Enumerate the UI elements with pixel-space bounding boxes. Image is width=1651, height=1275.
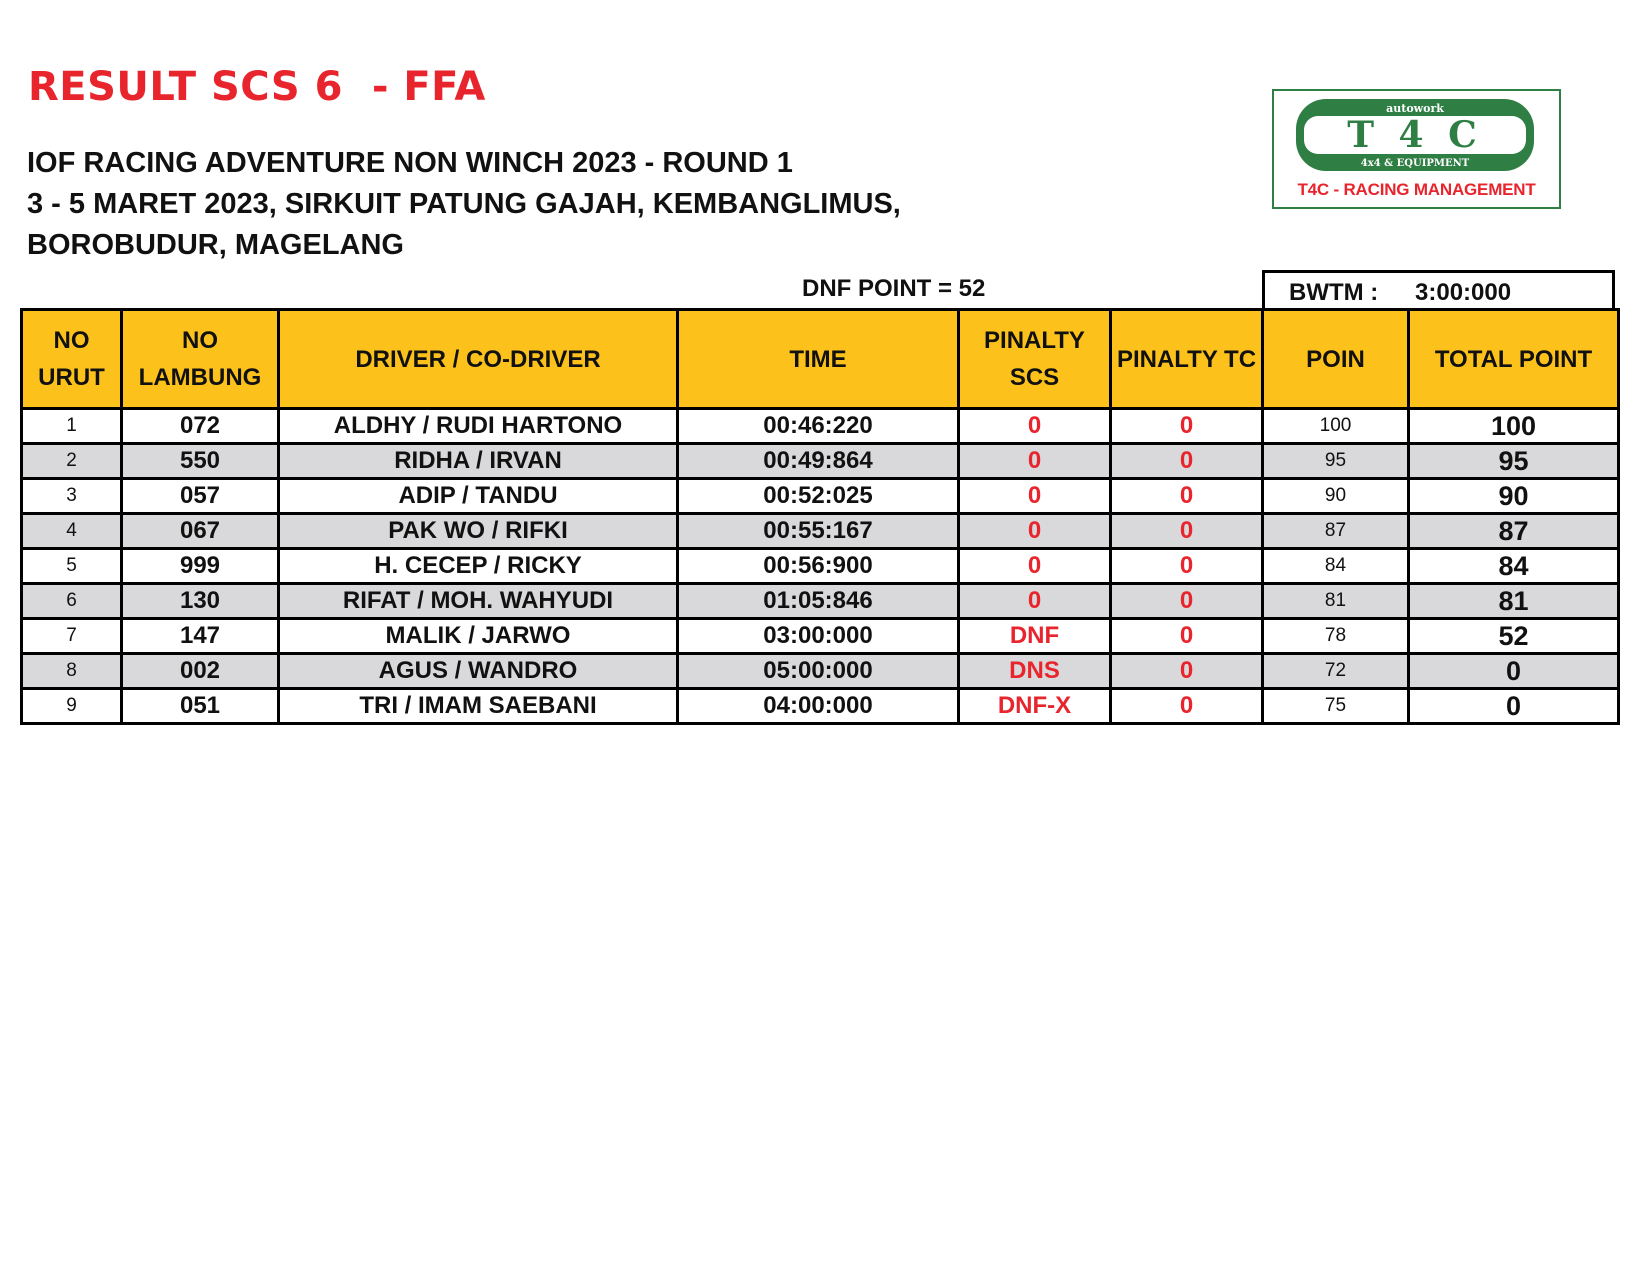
bwtm-label: BWTM : — [1289, 279, 1379, 306]
cell-poin: 75 — [1263, 689, 1409, 724]
table-row — [22, 584, 1619, 619]
cell-no-lambung: 130 — [122, 584, 279, 619]
logo-bottom-text: 4x4 & EQUIPMENT — [1360, 158, 1470, 169]
cell-pinalty-tc: 0 — [1111, 409, 1263, 444]
cell-driver: ALDHY / RUDI HARTONO — [279, 409, 678, 444]
cell-no-lambung: 147 — [122, 619, 279, 654]
table-row — [22, 619, 1619, 654]
cell-pinalty-scs: 0 — [959, 514, 1111, 549]
table-row — [22, 549, 1619, 584]
cell-pinalty-scs: 0 — [959, 409, 1111, 444]
cell-time: 00:55:167 — [678, 514, 959, 549]
cell-time: 00:49:864 — [678, 444, 959, 479]
cell-total-point: 84 — [1409, 549, 1619, 584]
t4c-badge-icon — [1294, 97, 1536, 173]
table-row — [22, 654, 1619, 689]
cell-total-point: 87 — [1409, 514, 1619, 549]
cell-time: 05:00:000 — [678, 654, 959, 689]
cell-no-urut: 8 — [22, 654, 122, 689]
cell-driver: ADIP / TANDU — [279, 479, 678, 514]
event-location-continued: BOROBUDUR, MAGELANG — [27, 229, 404, 261]
cell-poin: 95 — [1263, 444, 1409, 479]
cell-driver: RIDHA / IRVAN — [279, 444, 678, 479]
cell-no-lambung: 002 — [122, 654, 279, 689]
cell-driver: MALIK / JARWO — [279, 619, 678, 654]
cell-no-urut: 9 — [22, 689, 122, 724]
bwtm-box — [1262, 270, 1615, 308]
t4c-logo — [1272, 89, 1561, 209]
cell-pinalty-tc: 0 — [1111, 444, 1263, 479]
cell-poin: 84 — [1263, 549, 1409, 584]
cell-no-urut: 6 — [22, 584, 122, 619]
cell-pinalty-scs: DNF-X — [959, 689, 1111, 724]
table-row — [22, 479, 1619, 514]
cell-time: 00:52:025 — [678, 479, 959, 514]
cell-pinalty-tc: 0 — [1111, 619, 1263, 654]
table-row — [22, 444, 1619, 479]
bwtm-value: 3:00:000 — [1415, 279, 1512, 306]
event-title: IOF RACING ADVENTURE NON WINCH 2023 - ROUND 1 — [27, 147, 793, 179]
cell-no-lambung: 999 — [122, 549, 279, 584]
cell-time: 03:00:000 — [678, 619, 959, 654]
cell-total-point: 81 — [1409, 584, 1619, 619]
page-title: RESULT SCS 6 - FFA — [28, 64, 486, 110]
cell-driver: RIFAT / MOH. WAHYUDI — [279, 584, 678, 619]
cell-no-lambung: 550 — [122, 444, 279, 479]
cell-poin: 87 — [1263, 514, 1409, 549]
cell-pinalty-tc: 0 — [1111, 689, 1263, 724]
cell-pinalty-tc: 0 — [1111, 654, 1263, 689]
cell-poin: 81 — [1263, 584, 1409, 619]
cell-pinalty-scs: 0 — [959, 479, 1111, 514]
cell-total-point: 100 — [1409, 409, 1619, 444]
cell-time: 04:00:000 — [678, 689, 959, 724]
cell-no-lambung: 067 — [122, 514, 279, 549]
cell-poin: 100 — [1263, 409, 1409, 444]
cell-driver: PAK WO / RIFKI — [279, 514, 678, 549]
cell-no-urut: 7 — [22, 619, 122, 654]
cell-total-point: 0 — [1409, 689, 1619, 724]
cell-driver: AGUS / WANDRO — [279, 654, 678, 689]
table-row — [22, 689, 1619, 724]
cell-pinalty-scs: DNF — [959, 619, 1111, 654]
cell-total-point: 52 — [1409, 619, 1619, 654]
event-date-location: 3 - 5 MARET 2023, SIRKUIT PATUNG GAJAH, KEMBANGLIMUS, — [27, 188, 901, 220]
cell-total-point: 95 — [1409, 444, 1619, 479]
table-row — [22, 409, 1619, 444]
cell-poin: 90 — [1263, 479, 1409, 514]
cell-pinalty-scs: DNS — [959, 654, 1111, 689]
cell-pinalty-tc: 0 — [1111, 514, 1263, 549]
cell-no-urut: 3 — [22, 479, 122, 514]
header-no-urut: NO URUT — [22, 310, 122, 409]
cell-driver: H. CECEP / RICKY — [279, 549, 678, 584]
header-time: TIME — [678, 310, 959, 409]
cell-total-point: 90 — [1409, 479, 1619, 514]
cell-poin: 72 — [1263, 654, 1409, 689]
cell-total-point: 0 — [1409, 654, 1619, 689]
header-no-lambung: NO LAMBUNG — [122, 310, 279, 409]
cell-no-urut: 4 — [22, 514, 122, 549]
table-header-row — [22, 310, 1619, 409]
header-pinalty-scs: PINALTY SCS — [959, 310, 1111, 409]
logo-top-text: autowork — [1386, 102, 1444, 115]
cell-time: 00:46:220 — [678, 409, 959, 444]
table-row — [22, 514, 1619, 549]
header-total-point: TOTAL POINT — [1409, 310, 1619, 409]
cell-pinalty-tc: 0 — [1111, 549, 1263, 584]
cell-driver: TRI / IMAM SAEBANI — [279, 689, 678, 724]
cell-pinalty-scs: 0 — [959, 549, 1111, 584]
cell-time: 01:05:846 — [678, 584, 959, 619]
cell-pinalty-tc: 0 — [1111, 584, 1263, 619]
cell-pinalty-tc: 0 — [1111, 479, 1263, 514]
cell-pinalty-scs: 0 — [959, 584, 1111, 619]
header-poin: POIN — [1263, 310, 1409, 409]
header-pinalty-tc: PINALTY TC — [1111, 310, 1263, 409]
cell-time: 00:56:900 — [678, 549, 959, 584]
logo-main-text: T 4 C — [1347, 114, 1483, 156]
cell-no-lambung: 051 — [122, 689, 279, 724]
cell-no-urut: 2 — [22, 444, 122, 479]
cell-no-lambung: 072 — [122, 409, 279, 444]
cell-no-urut: 1 — [22, 409, 122, 444]
dnf-point-label: DNF POINT = 52 — [802, 275, 986, 302]
cell-no-lambung: 057 — [122, 479, 279, 514]
cell-pinalty-scs: 0 — [959, 444, 1111, 479]
cell-poin: 78 — [1263, 619, 1409, 654]
logo-caption: T4C - RACING MANAGEMENT — [1297, 180, 1536, 199]
cell-no-urut: 5 — [22, 549, 122, 584]
header-driver: DRIVER / CO-DRIVER — [279, 310, 678, 409]
results-table — [20, 308, 1620, 725]
